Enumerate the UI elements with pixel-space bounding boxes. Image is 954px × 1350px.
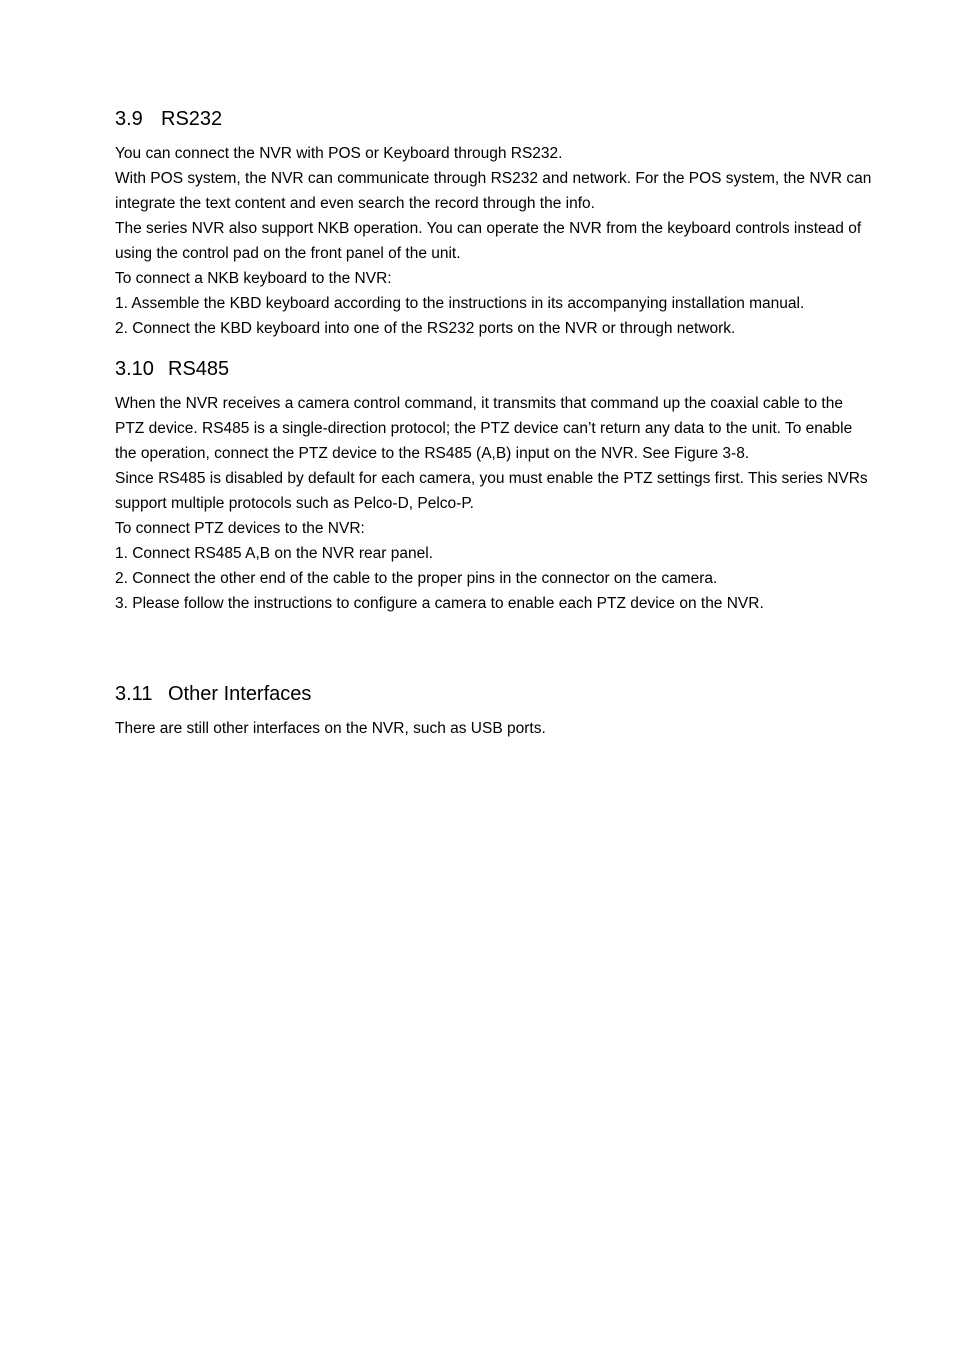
list-item: 2. Connect the other end of the cable to the proper pins in the connector on the camera. — [115, 570, 718, 587]
list-item: 3. Please follow the instructions to configure a camera to enable each PTZ device on the NVR. — [115, 595, 764, 612]
paragraph: To connect PTZ devices to the NVR: — [115, 520, 365, 537]
paragraph: There are still other interfaces on the NVR, such as USB ports. — [115, 720, 546, 737]
paragraph: You can connect the NVR with POS or Keyboard through RS232. — [115, 145, 563, 162]
section-heading — [115, 682, 875, 706]
section-heading — [115, 107, 875, 131]
section-rs485 — [115, 357, 875, 616]
section-number: 3.11 — [115, 683, 153, 705]
paragraph: To connect a NKB keyboard to the NVR: — [115, 270, 392, 287]
section-title: Other Interfaces — [168, 683, 312, 705]
section-number: 3.10 — [115, 358, 154, 380]
list-item: 1. Assemble the KBD keyboard according to the instructions in its accompanying installation manual. — [115, 295, 805, 312]
section-body — [115, 391, 875, 616]
paragraph: The series NVR also support NKB operation. You can operate the NVR from the keyboard controls instead of using the control pad on the front panel of the unit. — [115, 220, 862, 262]
paragraph: Since RS485 is disabled by default for each camera, you must enable the PTZ settings first. This series NVRs support multiple protocols such as Pelco-D, Pelco-P. — [115, 470, 868, 512]
section-other-interfaces — [115, 682, 875, 741]
section-rs232 — [115, 107, 875, 341]
list-item: 2. Connect the KBD keyboard into one of the RS232 ports on the NVR or through network. — [115, 320, 736, 337]
section-number: 3.9 — [115, 108, 143, 130]
list-item: 1. Connect RS485 A,B on the NVR rear panel. — [115, 545, 433, 562]
section-body — [115, 716, 875, 741]
section-title: RS232 — [161, 108, 223, 130]
paragraph: With POS system, the NVR can communicate through RS232 and network. For the POS system, the NVR can integrate the text content and even search the record through the info. — [115, 170, 872, 212]
section-title: RS485 — [168, 358, 230, 380]
section-body — [115, 141, 875, 341]
paragraph: When the NVR receives a camera control command, it transmits that command up the coaxial cable to the PTZ device. RS485 is a single-direction protocol; the PTZ device can’t return any data to the unit. To enable the operation, connect the PTZ device to the RS485 (A,B) input on the NVR. See Figure 3-8. — [115, 395, 853, 462]
section-heading — [115, 357, 875, 381]
